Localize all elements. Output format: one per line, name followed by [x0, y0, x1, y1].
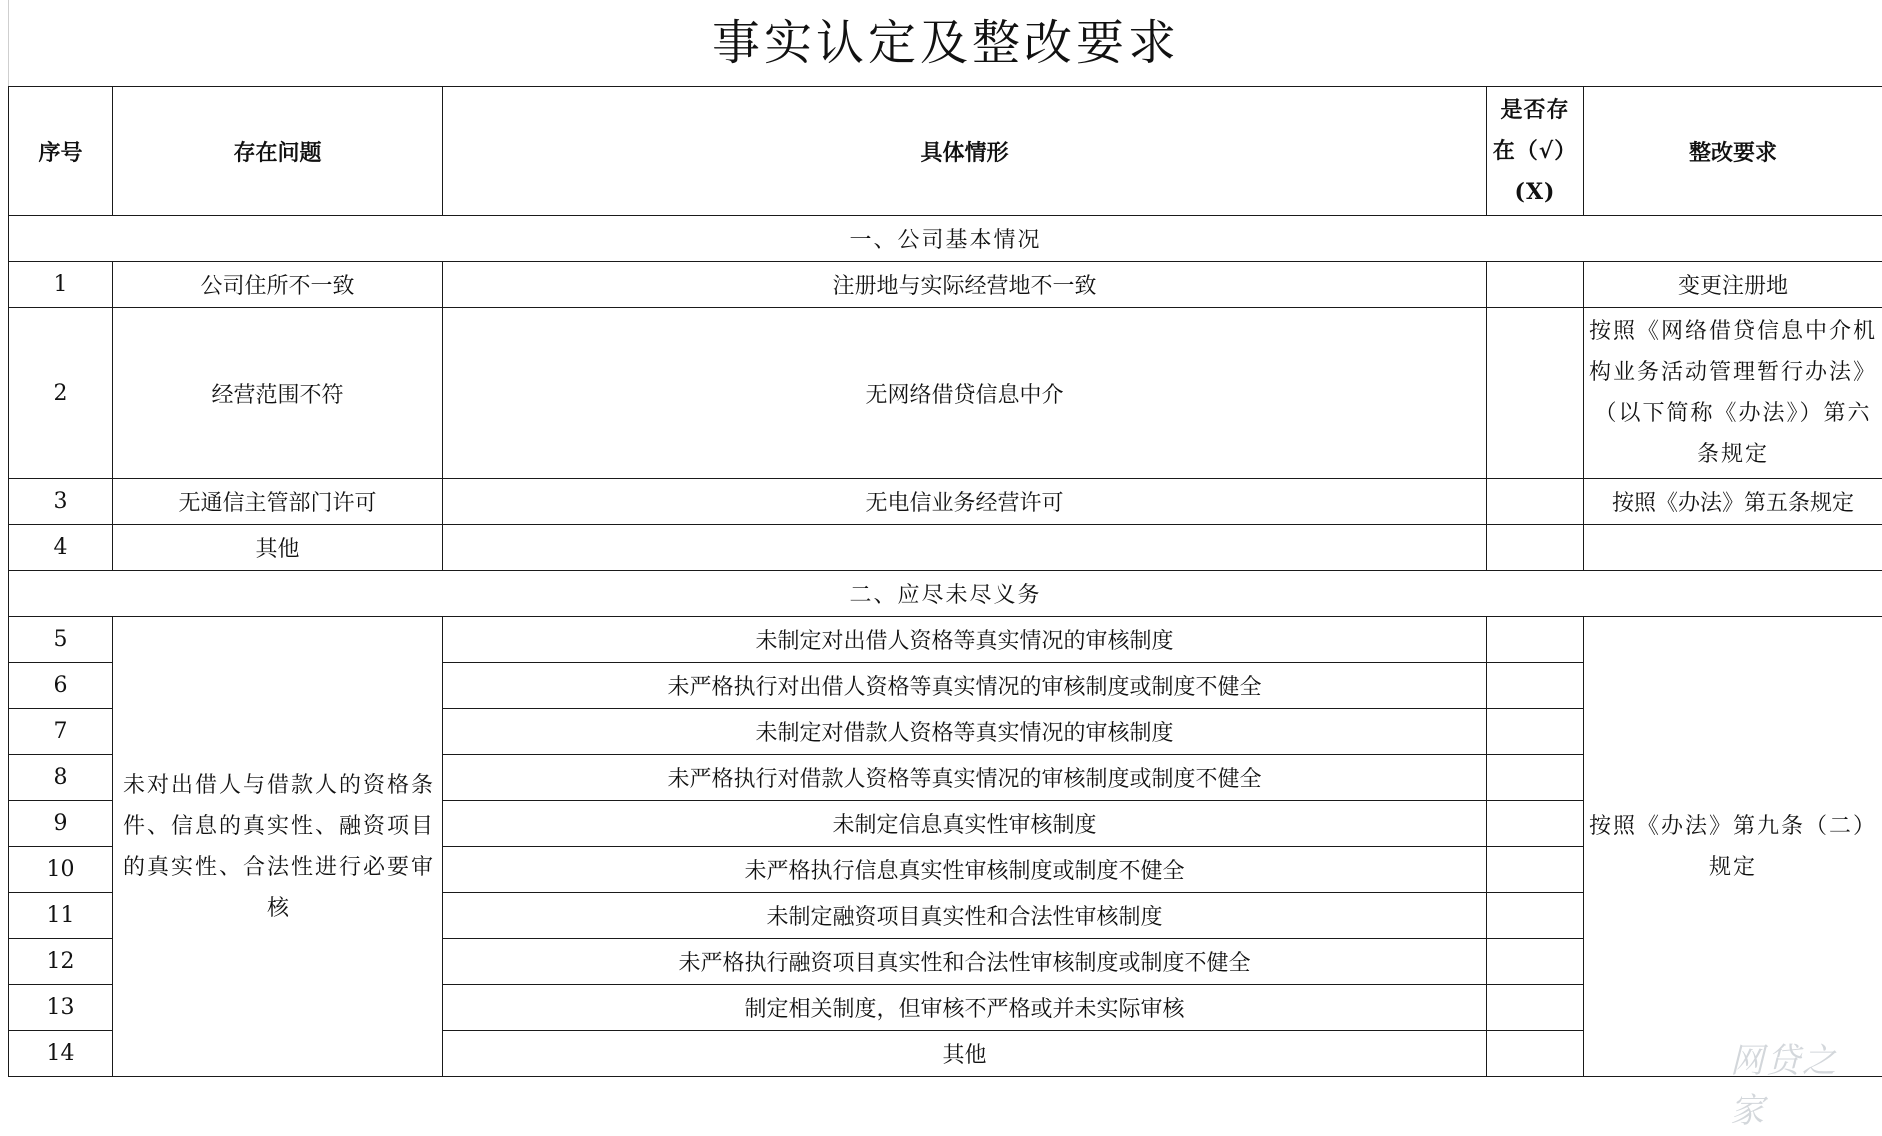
table-row	[9, 617, 1882, 663]
row-number: 12	[9, 939, 113, 985]
exists-cell[interactable]	[1487, 893, 1584, 939]
requirement-cell: 按照《网络借贷信息中介机构业务活动管理暂行办法》（以下简称《办法》）第六条规定	[1584, 308, 1882, 479]
row-number: 11	[9, 893, 113, 939]
row-number: 5	[9, 617, 113, 663]
detail-cell: 无电信业务经营许可	[443, 479, 1487, 525]
table-row	[9, 308, 1882, 479]
exists-cell[interactable]	[1487, 985, 1584, 1031]
row-number: 3	[9, 479, 113, 525]
row-number: 1	[9, 262, 113, 308]
header-exists: 是否存在（√）(X)	[1487, 87, 1584, 216]
exists-cell[interactable]	[1487, 525, 1584, 571]
exists-cell[interactable]	[1487, 1031, 1584, 1077]
header-requirement: 整改要求	[1584, 87, 1882, 216]
watermark-logo: 网贷之家	[1730, 1036, 1870, 1086]
detail-cell: 未严格执行对借款人资格等真实情况的审核制度或制度不健全	[443, 755, 1487, 801]
exists-cell[interactable]	[1487, 262, 1584, 308]
detail-cell: 未严格执行信息真实性审核制度或制度不健全	[443, 847, 1487, 893]
detail-cell: 无网络借贷信息中介	[443, 308, 1487, 479]
exists-cell[interactable]	[1487, 801, 1584, 847]
requirement-cell: 变更注册地	[1584, 262, 1882, 308]
page-title: 事实认定及整改要求	[8, 0, 1882, 86]
row-number: 6	[9, 663, 113, 709]
header-row	[9, 87, 1882, 216]
row-number: 7	[9, 709, 113, 755]
table-row	[9, 479, 1882, 525]
row-number: 9	[9, 801, 113, 847]
detail-cell: 注册地与实际经营地不一致	[443, 262, 1487, 308]
exists-cell[interactable]	[1487, 308, 1584, 479]
requirement-cell	[1584, 525, 1882, 571]
section-row	[9, 216, 1882, 262]
detail-cell	[443, 525, 1487, 571]
exists-cell[interactable]	[1487, 939, 1584, 985]
exists-cell[interactable]	[1487, 617, 1584, 663]
header-index: 序号	[9, 87, 113, 216]
exists-cell[interactable]	[1487, 755, 1584, 801]
problem-cell: 经营范围不符	[113, 308, 443, 479]
rectification-table	[8, 86, 1882, 1077]
detail-cell: 未制定信息真实性审核制度	[443, 801, 1487, 847]
row-number: 2	[9, 308, 113, 479]
table-row	[9, 525, 1882, 571]
detail-cell: 其他	[443, 1031, 1487, 1077]
detail-cell: 未制定对出借人资格等真实情况的审核制度	[443, 617, 1487, 663]
exists-cell[interactable]	[1487, 847, 1584, 893]
section-row	[9, 571, 1882, 617]
detail-cell: 未严格执行对出借人资格等真实情况的审核制度或制度不健全	[443, 663, 1487, 709]
problem-cell: 其他	[113, 525, 443, 571]
detail-cell: 未制定对借款人资格等真实情况的审核制度	[443, 709, 1487, 755]
requirement-cell: 按照《办法》第五条规定	[1584, 479, 1882, 525]
row-number: 4	[9, 525, 113, 571]
exists-cell[interactable]	[1487, 709, 1584, 755]
section-title-1: 一、公司基本情况	[9, 216, 1882, 262]
problem-cell-merged: 未对出借人与借款人的资格条件、信息的真实性、融资项目的真实性、合法性进行必要审核	[113, 617, 443, 1077]
requirement-cell-merged: 按照《办法》第九条（二）规定	[1584, 617, 1882, 1077]
exists-cell[interactable]	[1487, 479, 1584, 525]
header-detail: 具体情形	[443, 87, 1487, 216]
header-problem: 存在问题	[113, 87, 443, 216]
row-number: 10	[9, 847, 113, 893]
detail-cell: 未严格执行融资项目真实性和合法性审核制度或制度不健全	[443, 939, 1487, 985]
table-row	[9, 262, 1882, 308]
problem-cell: 公司住所不一致	[113, 262, 443, 308]
exists-cell[interactable]	[1487, 663, 1584, 709]
problem-cell: 无通信主管部门许可	[113, 479, 443, 525]
row-number: 13	[9, 985, 113, 1031]
row-number: 14	[9, 1031, 113, 1077]
detail-cell: 制定相关制度，但审核不严格或并未实际审核	[443, 985, 1487, 1031]
detail-cell: 未制定融资项目真实性和合法性审核制度	[443, 893, 1487, 939]
section-title-2: 二、应尽未尽义务	[9, 571, 1882, 617]
row-number: 8	[9, 755, 113, 801]
